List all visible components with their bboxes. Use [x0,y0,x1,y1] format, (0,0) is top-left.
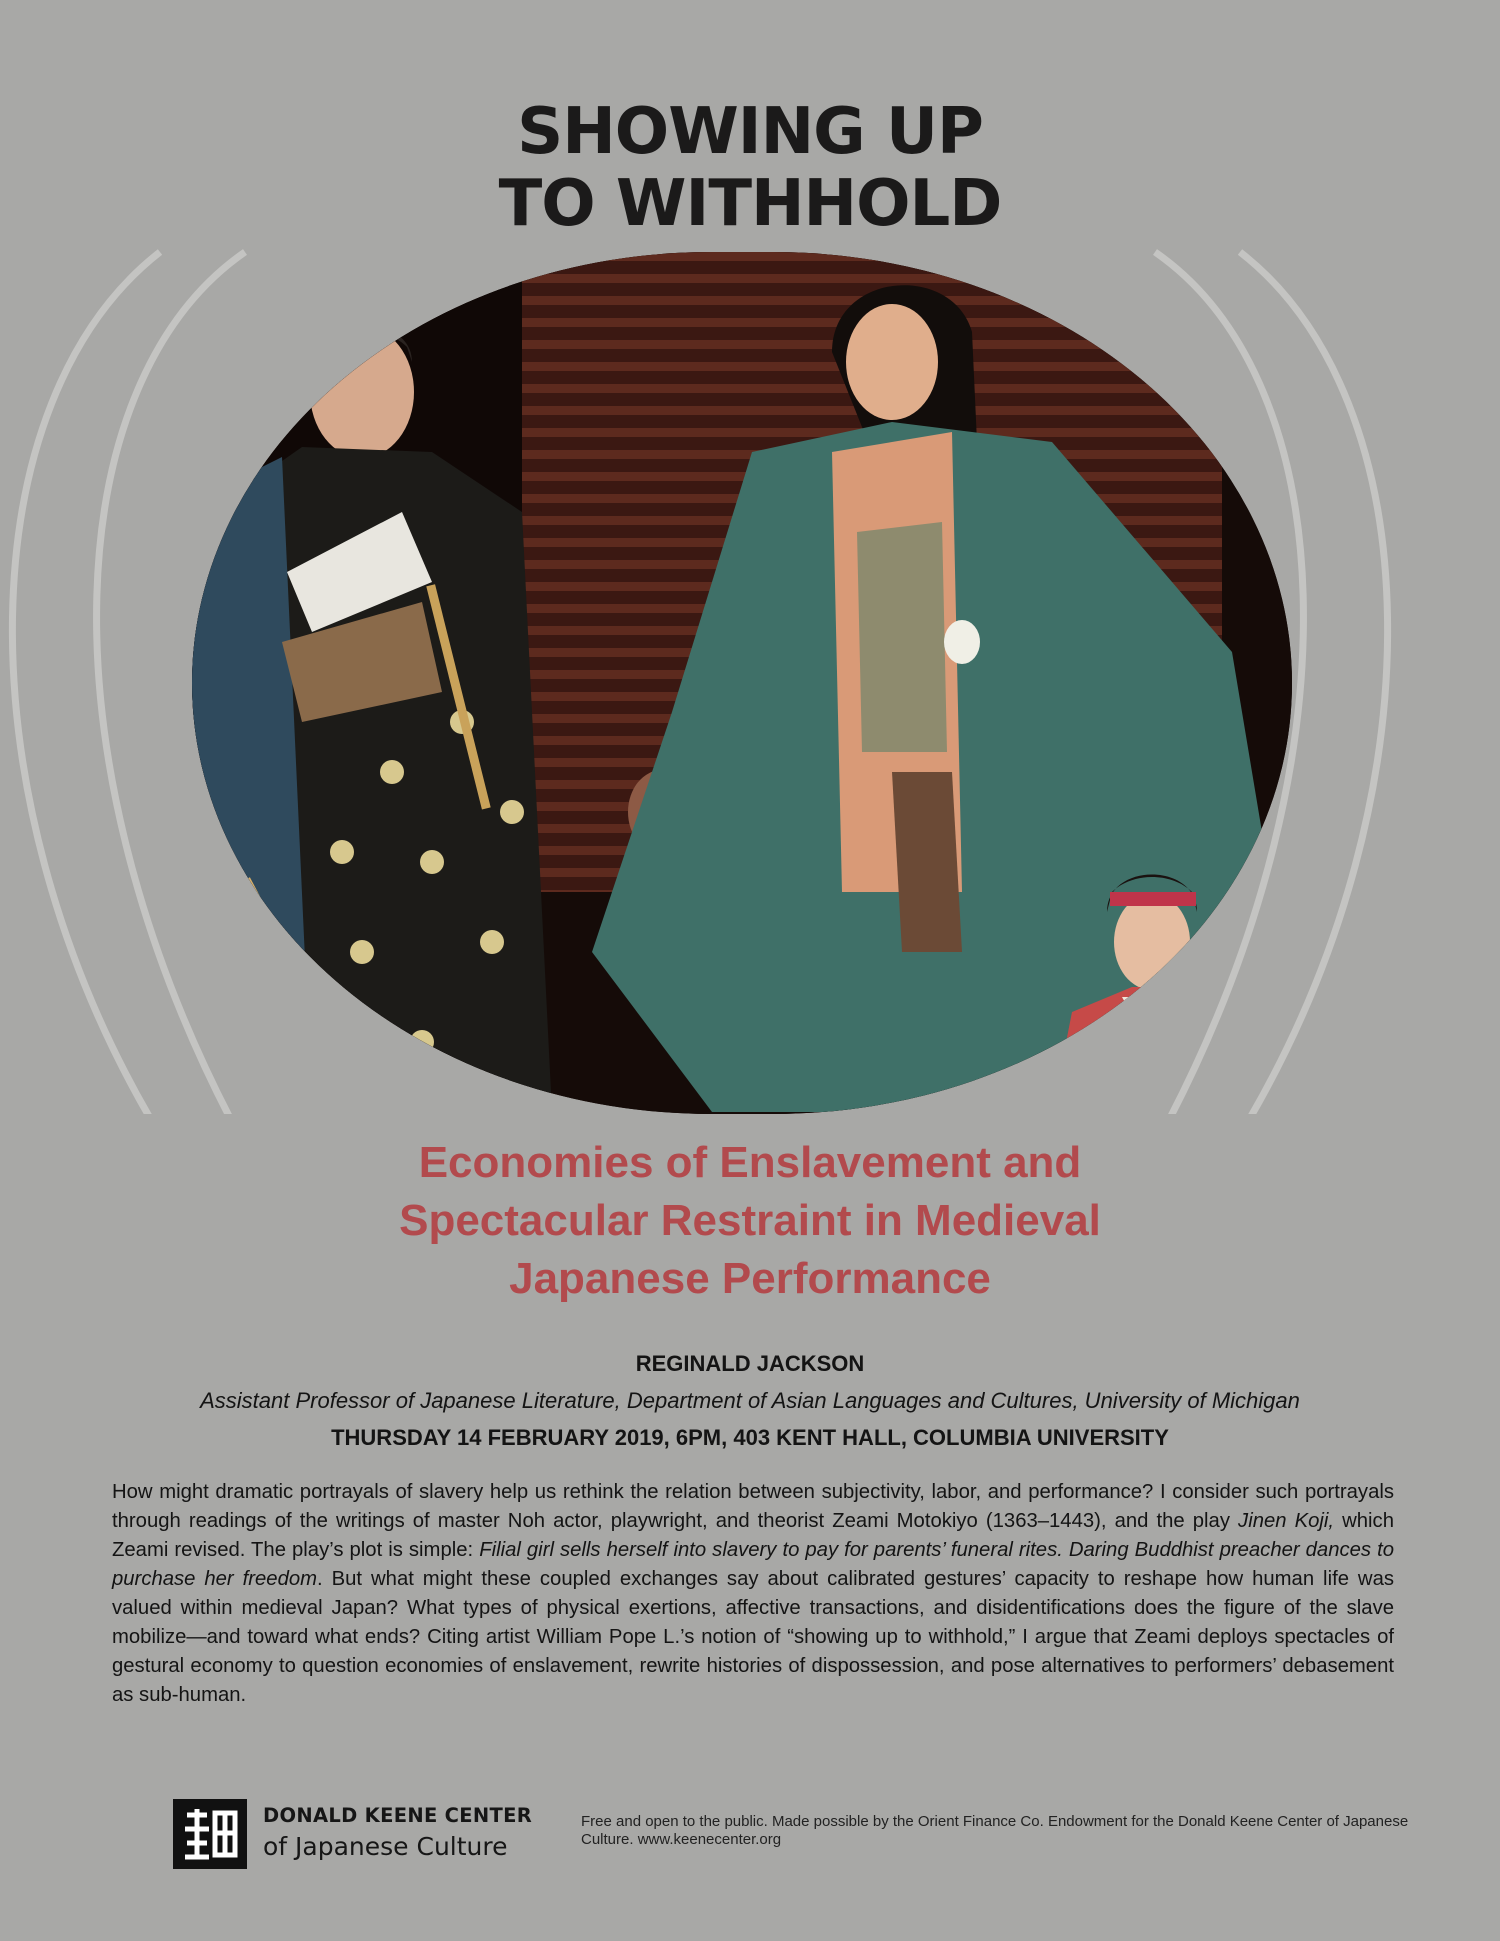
abstract-text-3: . But what might these coupled exchanges say about calibrated gestures’ capacity to reshape how human life was valued within medieval Japan? What types of physical exertions, affective transactions, and disidentifications does the figure of the slave mobilize—and toward what ends? Citing artist William Pope L.’s notion of “showing up to withhold,” I argue that Zeami deploys spectacles of gestural economy to question economies of enslavement, rewrite histories of dispossession, and pose alternatives to performers’ debasement as sub-human. [112,1568,1394,1706]
keene-center-logo-icon [173,1799,247,1869]
event-abstract [112,1478,1394,1710]
event-title-line-1: SHOWING UP [517,95,983,169]
event-title-line-2: TO WITHHOLD [498,167,1002,241]
footer-note: Free and open to the public. Made possible by the Orient Finance Co. Endowment for the Donald Keene Center of Japanese Culture. www.keenecenter.org [581,1813,1409,1848]
speaker-affiliation: Assistant Professor of Japanese Literature, Department of Asian Languages and Cultures, University of Michigan [200,1388,1300,1413]
abstract-text-1: How might dramatic portrayals of slavery help us rethink the relation between subjectivity, labor, and performance? I consider such portrayals through readings of the writings of master Noh actor, playwright, and theorist Zeami Motokiyo (1363–1443), and the play [112,1481,1394,1532]
noh-performance-photo [192,252,1292,1114]
speaker-name: REGINALD JACKSON [635,1351,865,1376]
subtitle-line-1: Economies of Enslavement and [418,1138,1082,1187]
subtitle-line-2: Spectacular Restraint in Medieval [399,1196,1101,1245]
play-title: Jinen Koji, [1238,1510,1335,1532]
subtitle-line-3: Japanese Performance [509,1254,991,1303]
center-name-line-2: of Japanese Culture [263,1832,508,1861]
center-name-line-1: DONALD KEENE CENTER [263,1804,533,1827]
play-plot: Filial girl sells herself into slavery to pay for parents’ funeral rites. Daring Buddhist preacher dances to purchase her freedom [112,1539,1394,1590]
event-subtitle [250,1134,1250,1308]
abstract-text-2: which Zeami revised. The play’s plot is simple: [112,1510,1394,1561]
event-date-location: THURSDAY 14 FEBRUARY 2019, 6PM, 403 KENT HALL, COLUMBIA UNIVERSITY [331,1425,1169,1450]
